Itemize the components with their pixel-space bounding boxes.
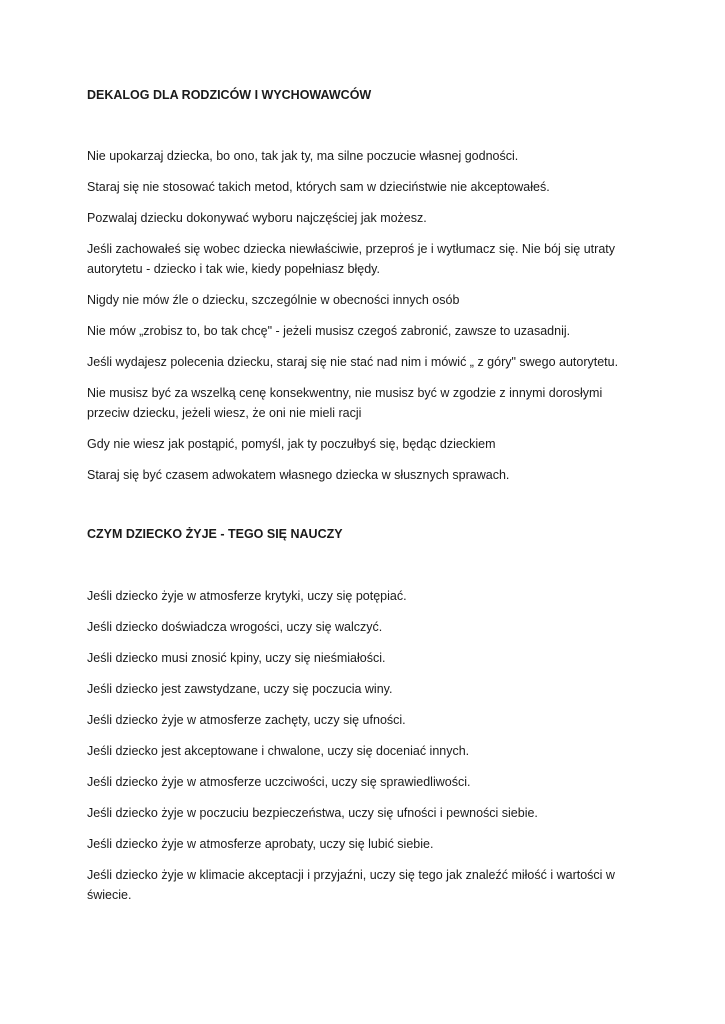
dekalog-item: Jeśli wydajesz polecenia dziecku, staraj się nie stać nad nim i mówić „ z góry" swego autorytetu. [87,355,619,369]
lesson-item: Jeśli dziecko żyje w atmosferze krytyki, uczy się potępiać. [87,589,407,603]
dekalog-item: Nie mów „zrobisz to, bo tak chcę" - jeżeli musisz czegoś zabronić, zawsze to uzasadnij. [87,324,571,338]
section-title-czym-dziecko-zyje: CZYM DZIECKO ŻYJE - TEGO SIĘ NAUCZY [87,527,343,541]
lesson-item: Jeśli dziecko jest akceptowane i chwalone, uczy się doceniać innych. [87,744,470,758]
lesson-item: Jeśli dziecko żyje w poczuciu bezpieczeństwa, uczy się ufności i pewności siebie. [87,806,538,820]
lesson-item: Jeśli dziecko żyje w klimacie akceptacji i przyjaźni, uczy się tego jak znaleźć miłość i wartości w świecie. [87,868,615,902]
czym-dziecko-zyje-list [87,586,647,916]
lesson-item: Jeśli dziecko żyje w atmosferze zachęty, uczy się ufności. [87,713,406,727]
dekalog-item: Staraj się nie stosować takich metod, których sam w dzieciństwie nie akceptowałeś. [87,180,550,194]
dekalog-list [87,146,647,496]
dekalog-item: Staraj się być czasem adwokatem własnego dziecka w słusznych sprawach. [87,468,510,482]
lesson-item: Jeśli dziecko żyje w atmosferze uczciwości, uczy się sprawiedliwości. [87,775,471,789]
dekalog-item: Jeśli zachowałeś się wobec dziecka niewłaściwie, przeproś je i wytłumacz się. Nie bój się utraty autorytetu - dziecko i tak wie, kiedy popełniasz błędy. [87,242,615,276]
lesson-item: Jeśli dziecko żyje w atmosferze aprobaty, uczy się lubić siebie. [87,837,434,851]
section-title-dekalog: DEKALOG DLA RODZICÓW I WYCHOWAWCÓW [87,88,372,102]
lesson-item: Jeśli dziecko doświadcza wrogości, uczy się walczyć. [87,620,383,634]
dekalog-item: Gdy nie wiesz jak postąpić, pomyśl, jak ty poczułbyś się, będąc dzieckiem [87,437,496,451]
dekalog-item: Pozwalaj dziecku dokonywać wyboru najczęściej jak możesz. [87,211,427,225]
dekalog-item: Nie upokarzaj dziecka, bo ono, tak jak ty, ma silne poczucie własnej godności. [87,149,519,163]
lesson-item: Jeśli dziecko jest zawstydzane, uczy się poczucia winy. [87,682,393,696]
dekalog-item: Nie musisz być za wszelką cenę konsekwentny, nie musisz być w zgodzie z innymi dorosłymi przeciw dziecku, jeżeli wiesz, że oni nie mieli racji [87,386,603,420]
lesson-item: Jeśli dziecko musi znosić kpiny, uczy się nieśmiałości. [87,651,386,665]
dekalog-item: Nigdy nie mów źle o dziecku, szczególnie w obecności innych osób [87,293,460,307]
